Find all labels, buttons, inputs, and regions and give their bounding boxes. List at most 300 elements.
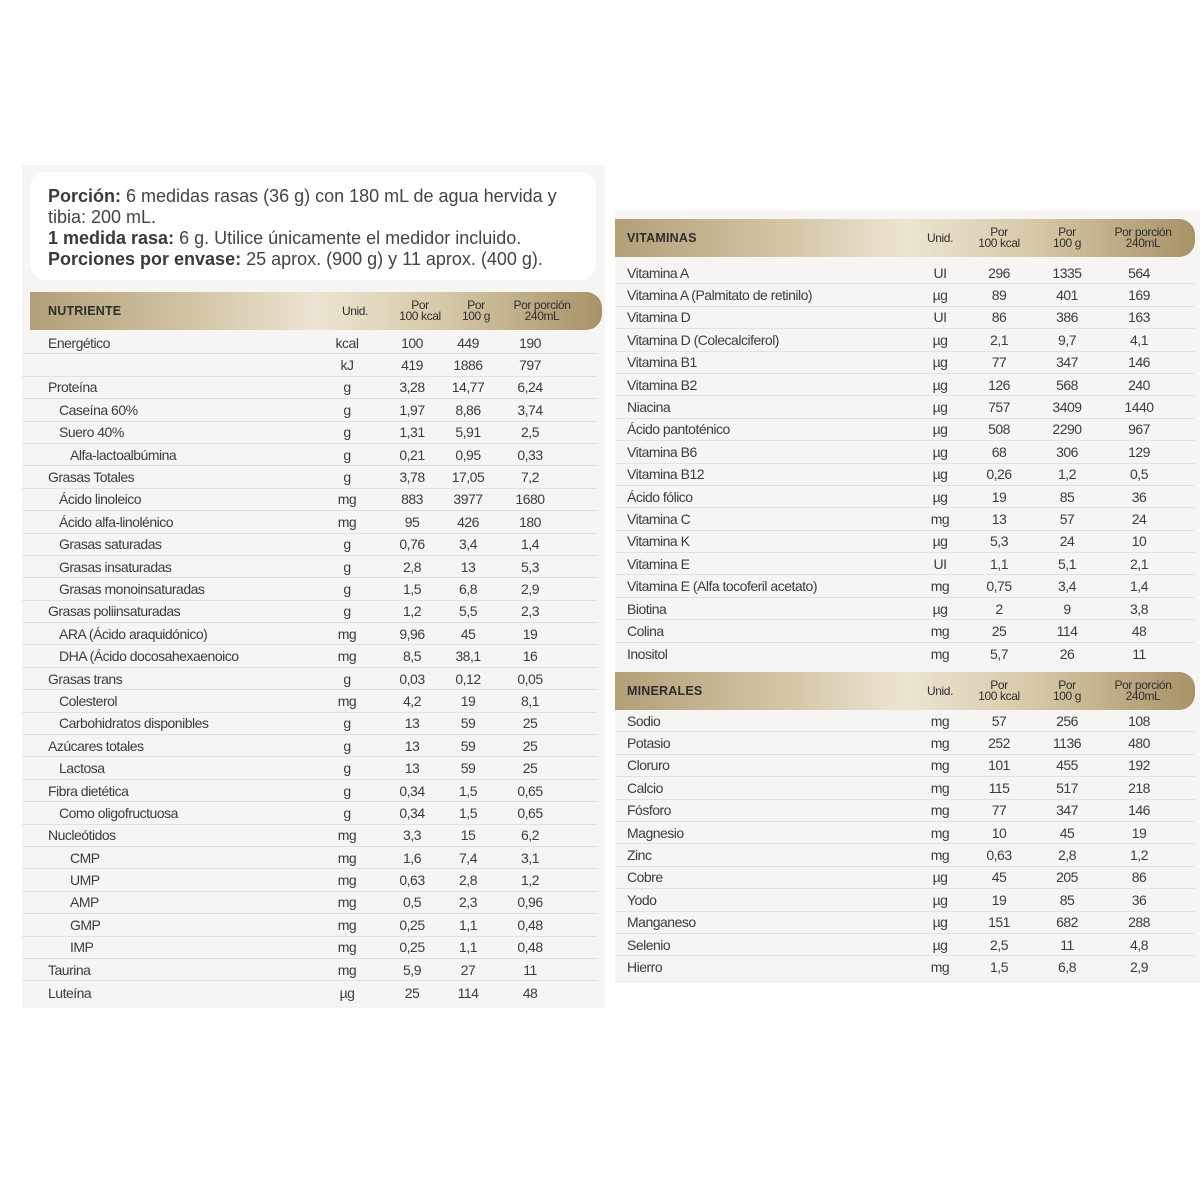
row-per-100g: 85 xyxy=(1059,488,1075,505)
row-unit: µg xyxy=(932,376,948,393)
header-per-100g: Por 100 g xyxy=(1052,678,1082,703)
row-per-100g: 59 xyxy=(460,737,476,754)
row-unit: mg xyxy=(930,824,950,841)
row-unit: µg xyxy=(932,869,948,886)
row-per-serving: 25 xyxy=(522,760,538,777)
table-row xyxy=(615,419,1195,441)
row-label: Energético xyxy=(48,334,110,351)
row-per-100g: 1886 xyxy=(453,357,483,374)
table-row xyxy=(615,755,1195,777)
row-per-serving: 2,1 xyxy=(1130,555,1148,572)
row-per-100kcal: 126 xyxy=(988,376,1010,393)
row-label: Biotina xyxy=(627,600,667,617)
row-label: Vitamina B1 xyxy=(627,354,697,371)
row-per-100g: 15 xyxy=(460,827,476,844)
row-label: Caseína 60% xyxy=(59,401,138,418)
row-label: Grasas insaturadas xyxy=(59,558,172,575)
row-unit: mg xyxy=(337,513,357,530)
row-unit: mg xyxy=(930,757,950,774)
row-unit: g xyxy=(343,558,351,575)
row-per-serving: 163 xyxy=(1128,309,1150,326)
row-per-100g: 401 xyxy=(1056,287,1078,304)
row-per-serving: 2,9 xyxy=(521,580,539,597)
row-per-100g: 85 xyxy=(1059,891,1075,908)
row-label: Ácido linoleico xyxy=(59,491,141,508)
row-per-100kcal: 419 xyxy=(401,357,423,374)
row-per-100g: 5,1 xyxy=(1058,555,1076,572)
row-unit: g xyxy=(343,424,351,441)
row-per-100kcal: 252 xyxy=(988,735,1010,752)
table-row xyxy=(615,732,1195,754)
row-label: Sodio xyxy=(627,712,661,729)
row-per-100g: 14,77 xyxy=(451,379,485,396)
row-per-serving: 0,48 xyxy=(517,916,543,933)
header-per-100g: Por 100 g xyxy=(1052,225,1082,250)
row-label: Vitamina D xyxy=(627,309,691,326)
row-per-100g: 0,12 xyxy=(455,670,481,687)
table-row xyxy=(22,377,597,399)
row-per-100kcal: 13 xyxy=(404,715,420,732)
header-per-serving: Por porción 240mL xyxy=(513,298,571,323)
row-per-100g: 2,8 xyxy=(1058,847,1076,864)
row-per-serving: 190 xyxy=(519,334,541,351)
row-label: ARA (Ácido araquidónico) xyxy=(59,625,208,642)
row-per-100g: 449 xyxy=(457,334,479,351)
table-row xyxy=(22,892,597,914)
table-row xyxy=(615,822,1195,844)
table-row xyxy=(22,354,597,376)
row-label: AMP xyxy=(70,894,99,911)
row-per-100kcal: 68 xyxy=(991,443,1007,460)
row-label: UMP xyxy=(70,872,100,889)
header-nutrient: NUTRIENTE xyxy=(48,304,122,318)
row-per-serving: 967 xyxy=(1128,421,1150,438)
row-per-100g: 9,7 xyxy=(1058,331,1076,348)
row-label: Grasas saturadas xyxy=(59,536,162,553)
table-row xyxy=(615,531,1195,553)
row-per-100kcal: 296 xyxy=(988,264,1010,281)
table-row xyxy=(22,444,597,466)
table-row xyxy=(22,332,597,354)
row-per-100g: 5,91 xyxy=(455,424,481,441)
row-label: Fibra dietética xyxy=(48,782,129,799)
row-per-100kcal: 0,34 xyxy=(399,782,425,799)
row-per-100g: 114 xyxy=(1056,622,1078,639)
table-row xyxy=(615,956,1195,978)
row-per-serving: 1,2 xyxy=(521,872,539,889)
row-per-100kcal: 3,78 xyxy=(399,469,425,486)
row-per-serving: 36 xyxy=(1131,891,1147,908)
table-row xyxy=(615,844,1195,866)
row-per-100kcal: 2,1 xyxy=(990,331,1008,348)
servings-line: Porciones por envase: 25 aprox. (900 g) y 11 aprox. (400 g). xyxy=(48,249,543,269)
row-per-100kcal: 100 xyxy=(401,334,423,351)
table-row xyxy=(22,869,597,891)
portion-info-box xyxy=(30,172,596,280)
row-unit: mg xyxy=(930,578,950,595)
row-per-100kcal: 19 xyxy=(991,488,1007,505)
row-unit: g xyxy=(343,580,351,597)
row-per-100g: 1,1 xyxy=(459,916,477,933)
row-unit: g xyxy=(343,670,351,687)
row-per-100kcal: 13 xyxy=(404,760,420,777)
row-label: GMP xyxy=(70,916,101,933)
row-unit: mg xyxy=(930,802,950,819)
row-label: DHA (Ácido docosahexaenoico xyxy=(59,648,239,665)
row-per-100g: 24 xyxy=(1059,533,1075,550)
minerals-table-header xyxy=(615,672,1195,710)
row-per-serving: 480 xyxy=(1128,735,1150,752)
row-per-serving: 192 xyxy=(1128,757,1150,774)
row-per-100g: 59 xyxy=(460,760,476,777)
row-per-100kcal: 3,28 xyxy=(399,379,425,396)
row-per-100kcal: 5,7 xyxy=(990,645,1008,662)
row-label: Carbohidratos disponibles xyxy=(59,715,209,732)
table-row xyxy=(615,800,1195,822)
table-row xyxy=(615,508,1195,530)
row-per-100kcal: 5,9 xyxy=(403,961,421,978)
header-per-serving: Por porción 240mL xyxy=(1114,225,1172,250)
row-unit: mg xyxy=(337,961,357,978)
row-per-serving: 146 xyxy=(1128,354,1150,371)
row-per-serving: 10 xyxy=(1131,533,1147,550)
row-label: Azúcares totales xyxy=(48,737,144,754)
row-unit: g xyxy=(343,782,351,799)
row-unit: mg xyxy=(337,648,357,665)
row-label: Yodo xyxy=(627,891,657,908)
header-unit: Unid. xyxy=(926,230,953,245)
row-label: Fósforo xyxy=(627,802,671,819)
row-unit: µg xyxy=(932,600,948,617)
row-unit: µg xyxy=(932,891,948,908)
table-row xyxy=(22,556,597,578)
row-per-100g: 59 xyxy=(460,715,476,732)
row-per-100g: 3,4 xyxy=(1058,578,1076,595)
row-per-100g: 347 xyxy=(1056,802,1078,819)
table-row xyxy=(615,620,1195,642)
row-unit: UI xyxy=(933,309,947,326)
row-unit: µg xyxy=(339,984,355,1001)
row-unit: mg xyxy=(930,959,950,976)
table-row xyxy=(615,912,1195,934)
row-per-serving: 24 xyxy=(1131,510,1147,527)
row-per-serving: 2,3 xyxy=(521,603,539,620)
row-per-serving: 218 xyxy=(1128,779,1150,796)
table-row xyxy=(615,329,1195,351)
row-per-serving: 48 xyxy=(522,984,538,1001)
row-unit: mg xyxy=(337,849,357,866)
row-per-100kcal: 5,3 xyxy=(990,533,1008,550)
row-label: Cloruro xyxy=(627,757,670,774)
row-label: Vitamina A xyxy=(627,264,689,281)
row-label: Selenio xyxy=(627,936,671,953)
row-per-100kcal: 57 xyxy=(991,712,1007,729)
row-unit: µg xyxy=(932,488,948,505)
header-vitamins: VITAMINAS xyxy=(627,231,697,245)
row-unit: µg xyxy=(932,421,948,438)
row-per-100g: 426 xyxy=(457,513,479,530)
row-per-100kcal: 1,5 xyxy=(990,959,1008,976)
header-per-100kcal: Por 100 kcal xyxy=(399,298,441,323)
row-per-serving: 288 xyxy=(1128,914,1150,931)
row-per-serving: 0,65 xyxy=(517,804,543,821)
table-row xyxy=(22,959,597,981)
row-per-100g: 386 xyxy=(1056,309,1078,326)
header-per-100kcal: Por 100 kcal xyxy=(978,225,1020,250)
row-per-serving: 3,74 xyxy=(517,401,543,418)
row-per-100kcal: 1,97 xyxy=(399,401,425,418)
row-per-100kcal: 0,63 xyxy=(399,872,425,889)
table-row xyxy=(615,486,1195,508)
row-per-100kcal: 3,3 xyxy=(403,827,421,844)
table-row xyxy=(615,643,1195,665)
table-row xyxy=(22,422,597,444)
row-unit: g xyxy=(343,379,351,396)
header-unit: Unid. xyxy=(341,303,368,318)
row-per-serving: 6,24 xyxy=(517,379,543,396)
row-label: Nucleótidos xyxy=(48,827,116,844)
row-label: Lactosa xyxy=(59,760,105,777)
table-row xyxy=(22,825,597,847)
row-per-serving: 797 xyxy=(519,357,541,374)
row-per-100g: 568 xyxy=(1056,376,1078,393)
row-per-100kcal: 10 xyxy=(991,824,1007,841)
table-row xyxy=(615,464,1195,486)
row-per-100g: 9 xyxy=(1063,600,1071,617)
row-per-100g: 1136 xyxy=(1052,735,1082,752)
row-per-serving: 11 xyxy=(523,961,537,978)
row-per-serving: 19 xyxy=(522,625,538,642)
row-per-100g: 45 xyxy=(1059,824,1075,841)
row-unit: kJ xyxy=(340,357,354,374)
table-row xyxy=(22,780,597,802)
row-per-100kcal: 0,5 xyxy=(403,894,421,911)
row-label: Colesterol xyxy=(59,692,118,709)
row-per-100g: 38,1 xyxy=(455,648,481,665)
row-unit: mg xyxy=(337,827,357,844)
row-label: Ácido fólico xyxy=(627,488,693,505)
row-unit: mg xyxy=(930,622,950,639)
row-per-100g: 27 xyxy=(460,961,476,978)
table-row xyxy=(615,710,1195,732)
table-row xyxy=(22,802,597,824)
row-per-100kcal: 86 xyxy=(991,309,1007,326)
row-per-100g: 517 xyxy=(1056,779,1078,796)
vitamins-table-header xyxy=(615,219,1195,257)
row-per-100kcal: 1,2 xyxy=(403,603,421,620)
row-unit: mg xyxy=(337,692,357,709)
row-per-100kcal: 0,25 xyxy=(399,939,425,956)
row-unit: µg xyxy=(932,287,948,304)
vitamins-table-body xyxy=(615,262,1195,665)
table-row xyxy=(615,307,1195,329)
row-label: Suero 40% xyxy=(59,424,124,441)
row-unit: µg xyxy=(932,331,948,348)
row-per-100kcal: 1,1 xyxy=(990,555,1008,572)
row-unit: mg xyxy=(930,847,950,864)
row-per-100kcal: 13 xyxy=(991,510,1007,527)
row-unit: µg xyxy=(932,936,948,953)
row-per-serving: 2,5 xyxy=(521,424,539,441)
row-per-serving: 4,8 xyxy=(1130,936,1148,953)
row-per-serving: 25 xyxy=(522,715,538,732)
row-per-100kcal: 0,34 xyxy=(399,804,425,821)
header-per-100kcal: Por 100 kcal xyxy=(978,678,1020,703)
row-label: Niacina xyxy=(627,399,671,416)
row-per-100g: 7,4 xyxy=(459,849,477,866)
row-unit: mg xyxy=(930,510,950,527)
row-label: Vitamina B2 xyxy=(627,376,697,393)
table-row xyxy=(615,262,1195,284)
row-per-100kcal: 2,8 xyxy=(403,558,421,575)
row-per-100kcal: 45 xyxy=(991,869,1007,886)
row-per-100kcal: 77 xyxy=(991,802,1007,819)
row-per-serving: 0,96 xyxy=(517,894,543,911)
row-unit: mg xyxy=(930,779,950,796)
row-label: Vitamina D (Colecalciferol) xyxy=(627,331,779,348)
row-per-serving: 0,48 xyxy=(517,939,543,956)
table-row xyxy=(615,777,1195,799)
row-unit: µg xyxy=(932,399,948,416)
row-label: Magnesio xyxy=(627,824,684,841)
row-label: Grasas monoinsaturadas xyxy=(59,580,205,597)
row-per-100kcal: 0,76 xyxy=(399,536,425,553)
row-per-100g: 2,3 xyxy=(459,894,477,911)
table-row xyxy=(615,553,1195,575)
row-unit: UI xyxy=(933,264,947,281)
row-label: Ácido pantoténico xyxy=(627,421,730,438)
row-per-serving: 6,2 xyxy=(521,827,539,844)
header-minerals: MINERALES xyxy=(627,684,703,698)
row-per-100g: 3,4 xyxy=(459,536,477,553)
row-per-100g: 13 xyxy=(460,558,476,575)
table-row xyxy=(22,466,597,488)
row-label: IMP xyxy=(70,939,94,956)
table-row xyxy=(22,601,597,623)
row-unit: g xyxy=(343,804,351,821)
row-per-100kcal: 89 xyxy=(991,287,1007,304)
portion-line: Porción: 6 medidas rasas (36 g) con 180 mL de agua hervida y tibia: 200 mL. xyxy=(48,186,557,227)
row-per-100g: 8,86 xyxy=(455,401,481,418)
table-row xyxy=(22,534,597,556)
row-per-serving: 1680 xyxy=(515,491,545,508)
row-per-100g: 2290 xyxy=(1052,421,1082,438)
row-label: Zinc xyxy=(627,847,652,864)
row-per-100g: 3977 xyxy=(453,491,483,508)
row-per-100kcal: 1,6 xyxy=(403,849,421,866)
row-unit: mg xyxy=(337,894,357,911)
row-per-100g: 455 xyxy=(1056,757,1078,774)
minerals-table-body xyxy=(615,710,1195,979)
table-row xyxy=(22,690,597,712)
row-label: Calcio xyxy=(627,779,663,796)
row-unit: mg xyxy=(337,916,357,933)
table-row xyxy=(615,598,1195,620)
row-per-100kcal: 115 xyxy=(988,779,1010,796)
row-per-100g: 682 xyxy=(1056,914,1078,931)
row-unit: mg xyxy=(337,939,357,956)
row-label: Luteína xyxy=(48,984,92,1001)
row-per-serving: 2,9 xyxy=(1130,959,1148,976)
row-per-100kcal: 0,25 xyxy=(399,916,425,933)
row-per-100g: 6,8 xyxy=(459,580,477,597)
row-per-100g: 1,1 xyxy=(459,939,477,956)
table-row xyxy=(615,374,1195,396)
row-label: Hierro xyxy=(627,959,663,976)
row-per-100kcal: 1,31 xyxy=(399,424,425,441)
row-per-100g: 45 xyxy=(460,625,476,642)
row-unit: UI xyxy=(933,555,947,572)
row-per-100g: 1335 xyxy=(1052,264,1082,281)
row-per-serving: 8,1 xyxy=(521,692,539,709)
row-per-100g: 57 xyxy=(1059,510,1075,527)
row-unit: µg xyxy=(932,466,948,483)
table-row xyxy=(22,914,597,936)
table-row xyxy=(22,511,597,533)
table-row xyxy=(22,713,597,735)
header-per-100g: Por 100 g xyxy=(461,298,491,323)
row-per-100kcal: 13 xyxy=(404,737,420,754)
row-per-100kcal: 0,21 xyxy=(399,446,425,463)
row-per-100g: 6,8 xyxy=(1058,959,1076,976)
row-unit: g xyxy=(343,401,351,418)
row-unit: µg xyxy=(932,533,948,550)
row-per-serving: 0,33 xyxy=(517,446,543,463)
row-unit: g xyxy=(343,737,351,754)
table-row xyxy=(22,399,597,421)
row-label: Potasio xyxy=(627,735,671,752)
row-per-100g: 11 xyxy=(1060,936,1074,953)
row-per-100kcal: 2 xyxy=(995,600,1003,617)
row-label: Grasas trans xyxy=(48,670,123,687)
row-unit: mg xyxy=(337,491,357,508)
row-label: Vitamina E (Alfa tocoferil acetato) xyxy=(627,578,818,595)
row-unit: g xyxy=(343,715,351,732)
table-row xyxy=(22,847,597,869)
row-unit: g xyxy=(343,536,351,553)
row-per-serving: 25 xyxy=(522,737,538,754)
nutrient-table-body xyxy=(22,332,597,1004)
row-per-100kcal: 9,96 xyxy=(399,625,425,642)
row-per-100g: 306 xyxy=(1056,443,1078,460)
row-per-100kcal: 1,5 xyxy=(403,580,421,597)
row-unit: g xyxy=(343,760,351,777)
row-per-serving: 1440 xyxy=(1124,399,1154,416)
row-per-serving: 11 xyxy=(1132,645,1146,662)
row-per-100kcal: 4,2 xyxy=(403,692,421,709)
row-per-100kcal: 77 xyxy=(991,354,1007,371)
row-per-100kcal: 883 xyxy=(401,491,423,508)
row-label: Vitamina E xyxy=(627,555,690,572)
row-per-100kcal: 0,26 xyxy=(986,466,1012,483)
row-unit: mg xyxy=(930,712,950,729)
table-row xyxy=(615,889,1195,911)
table-row xyxy=(22,757,597,779)
header-unit: Unid. xyxy=(926,683,953,698)
row-label: Proteína xyxy=(48,379,97,396)
table-row xyxy=(22,623,597,645)
row-per-serving: 4,1 xyxy=(1130,331,1148,348)
row-label: Colina xyxy=(627,622,664,639)
row-per-serving: 108 xyxy=(1128,712,1150,729)
row-unit: g xyxy=(343,469,351,486)
row-per-100kcal: 2,5 xyxy=(990,936,1008,953)
row-per-serving: 169 xyxy=(1128,287,1150,304)
row-label: Grasas Totales xyxy=(48,469,135,486)
row-per-100g: 347 xyxy=(1056,354,1078,371)
row-per-serving: 0,5 xyxy=(1130,466,1148,483)
table-row xyxy=(22,489,597,511)
